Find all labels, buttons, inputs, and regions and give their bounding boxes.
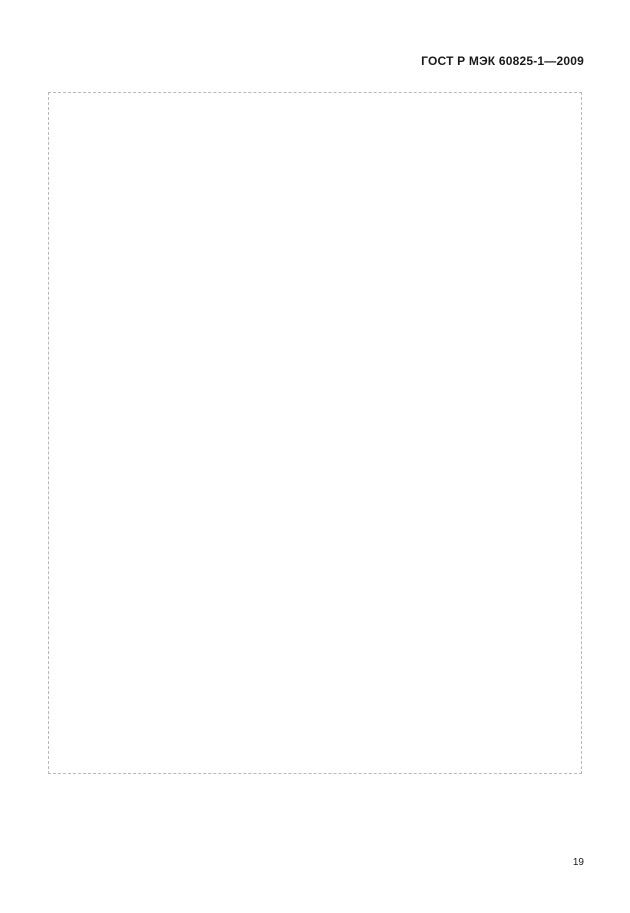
document-body (48, 84, 582, 774)
standard-code-header: ГОСТ Р МЭК 60825-1—2009 (421, 54, 584, 68)
page-number: 19 (572, 857, 584, 868)
body-text-placeholder (48, 92, 582, 774)
